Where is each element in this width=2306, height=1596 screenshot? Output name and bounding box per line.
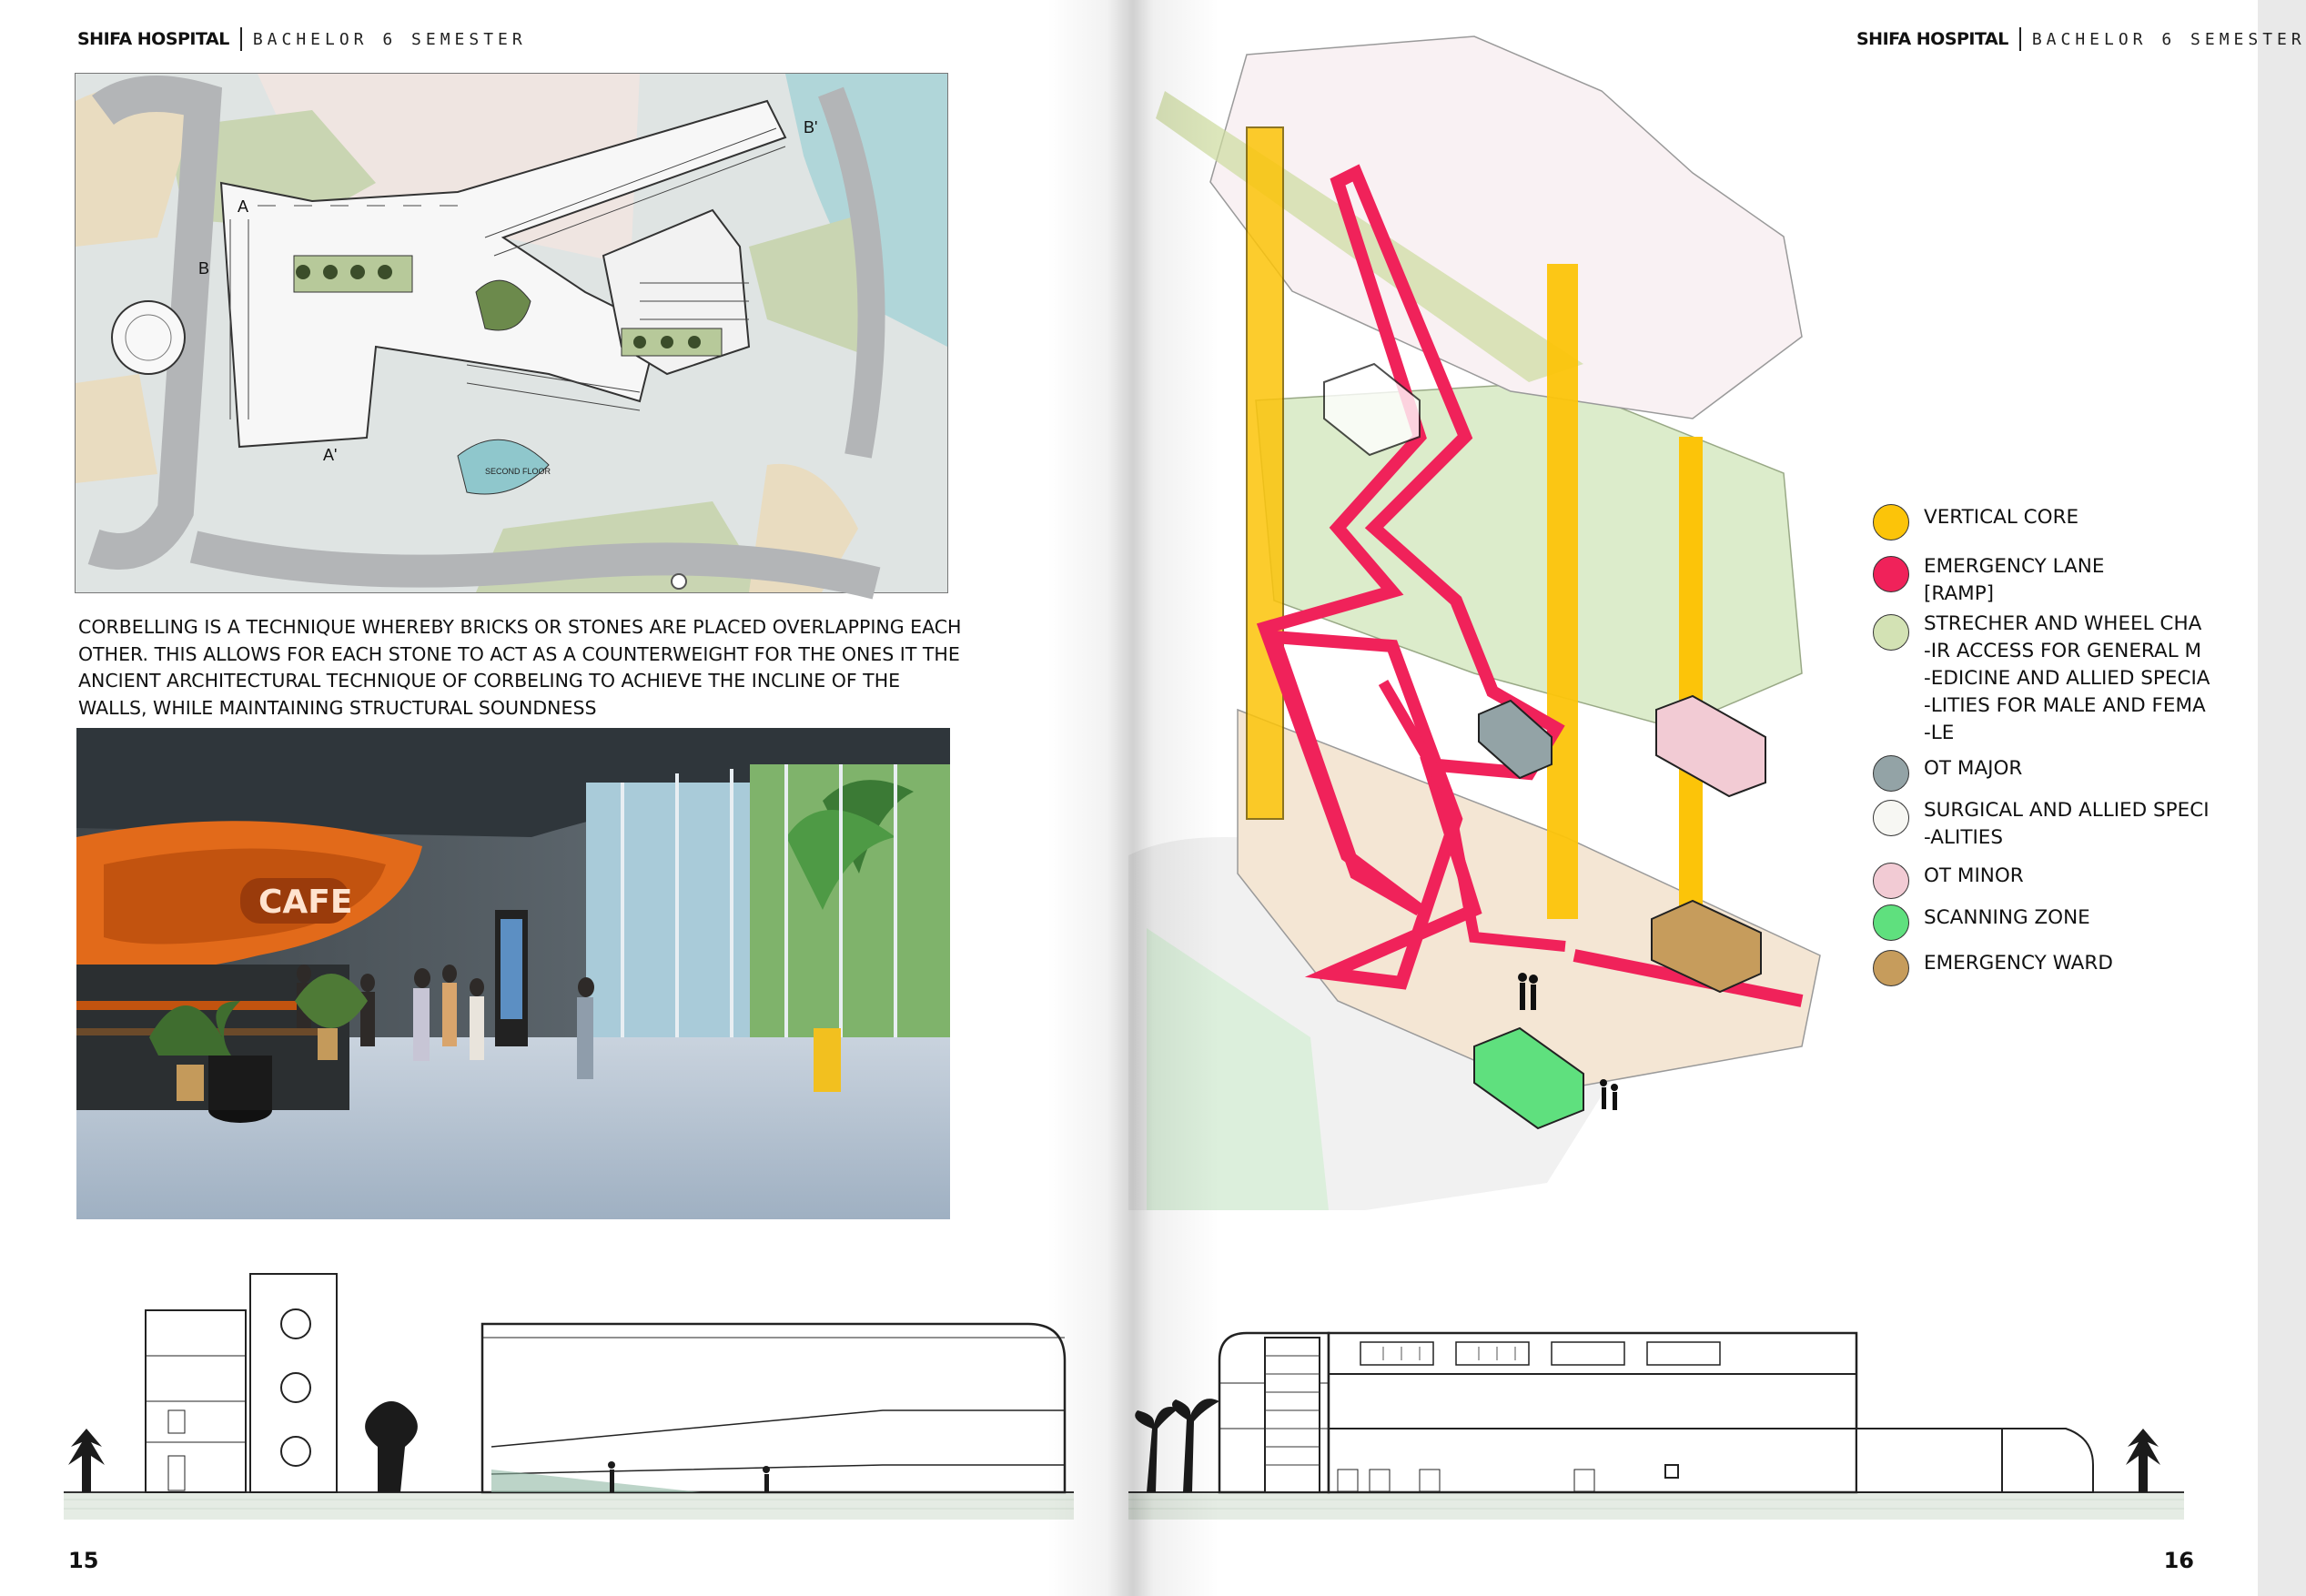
site-plan-drawing: [75, 73, 948, 593]
legend-swatch: [1873, 800, 1909, 836]
section-right-svg: [1128, 1247, 2184, 1520]
round-building: [112, 301, 185, 374]
section-mark-a: A: [238, 197, 249, 216]
legend-swatch: [1873, 950, 1909, 986]
legend-swatch: [1873, 504, 1909, 540]
legend-swatch: [1873, 863, 1909, 899]
strecher-access-level: [1256, 382, 1802, 728]
legend-label: SURGICAL AND ALLIED SPECI -ALITIES: [1924, 799, 2210, 849]
section-emergency-block: [1856, 1429, 2002, 1492]
left-page: [0, 0, 1128, 1596]
render-svg: [76, 728, 950, 1219]
legend-label: EMERGENCY LANE [RAMP]: [1924, 555, 2105, 605]
legend-swatch: [1873, 614, 1909, 651]
legend-label: VERTICAL CORE: [1924, 506, 2079, 529]
right-page: [1128, 0, 2306, 1596]
legend-label: STRECHER AND WHEEL CHA -IR ACCESS FOR GENERAL M -EDICINE AND ALLIED SPECIA -LITIES FOR MALE AND FEMA -LE: [1924, 612, 2210, 744]
header-brand: SHIFA HOSPITAL: [1856, 29, 2008, 49]
description-paragraph: CORBELLING IS A TECHNIQUE WHEREBY BRICKS OR STONES ARE PLACED OVERLAPPING EACH OTHER. THIS ALLOWS FOR EACH STONE TO ACT AS A COUNTERWEIGHT FOR THE ONES IT THE ANCIENT ARCHITECTURAL TECHNIQUE OF CORBELING TO ACHIEVE THE INCLINE OF THE WALLS, WHILE MAINTAINING STRUCTURAL SOUNDNESS: [78, 616, 962, 719]
section-mark-b-prime: B': [804, 118, 818, 136]
section-mark-a-prime: A': [323, 446, 338, 464]
site-plan-svg: [76, 74, 947, 592]
vertical-core-1: [1247, 127, 1283, 819]
header-subtitle: BACHELOR 6 SEMESTER: [2031, 29, 2306, 49]
header-subtitle: BACHELOR 6 SEMESTER: [252, 29, 527, 49]
section-ward-block: [1329, 1333, 1856, 1492]
cafe-sign-text: CAFE: [258, 884, 353, 921]
page-header-left: [77, 27, 527, 51]
page-number-left: 15: [68, 1548, 99, 1573]
legend-label: EMERGENCY WARD: [1924, 952, 2113, 975]
building-section-left: [64, 1247, 1074, 1520]
palm-trees: [1135, 1399, 1219, 1492]
trees-right: [2126, 1429, 2160, 1492]
legend-swatch: [1873, 755, 1909, 792]
legend-label: SCANNING ZONE: [1924, 906, 2090, 929]
header-brand: SHIFA HOSPITAL: [77, 29, 229, 49]
floor-label: SECOND FLOOR: [485, 467, 551, 476]
isometric-circulation-diagram: [1128, 36, 1838, 1210]
header-divider: [2019, 27, 2021, 51]
section-left-svg: [64, 1247, 1074, 1520]
header-divider: [240, 27, 242, 51]
legend-label: OT MINOR: [1924, 864, 2024, 887]
north-arrow: [672, 574, 686, 589]
legend-swatch: [1873, 556, 1909, 592]
legend-label: OT MAJOR: [1924, 757, 2023, 780]
cafe-interior-render: [76, 728, 950, 1219]
page-header-right: [1856, 27, 2306, 51]
page-number-right: 16: [2163, 1548, 2194, 1573]
ot-minor-box: [1656, 696, 1765, 796]
section-tower: [250, 1274, 337, 1492]
isometric-svg: [1128, 36, 1838, 1210]
section-mark-b: B: [198, 259, 210, 278]
building-section-right: [1128, 1247, 2184, 1520]
vertical-core-2: [1547, 264, 1578, 919]
legend-swatch: [1873, 904, 1909, 941]
